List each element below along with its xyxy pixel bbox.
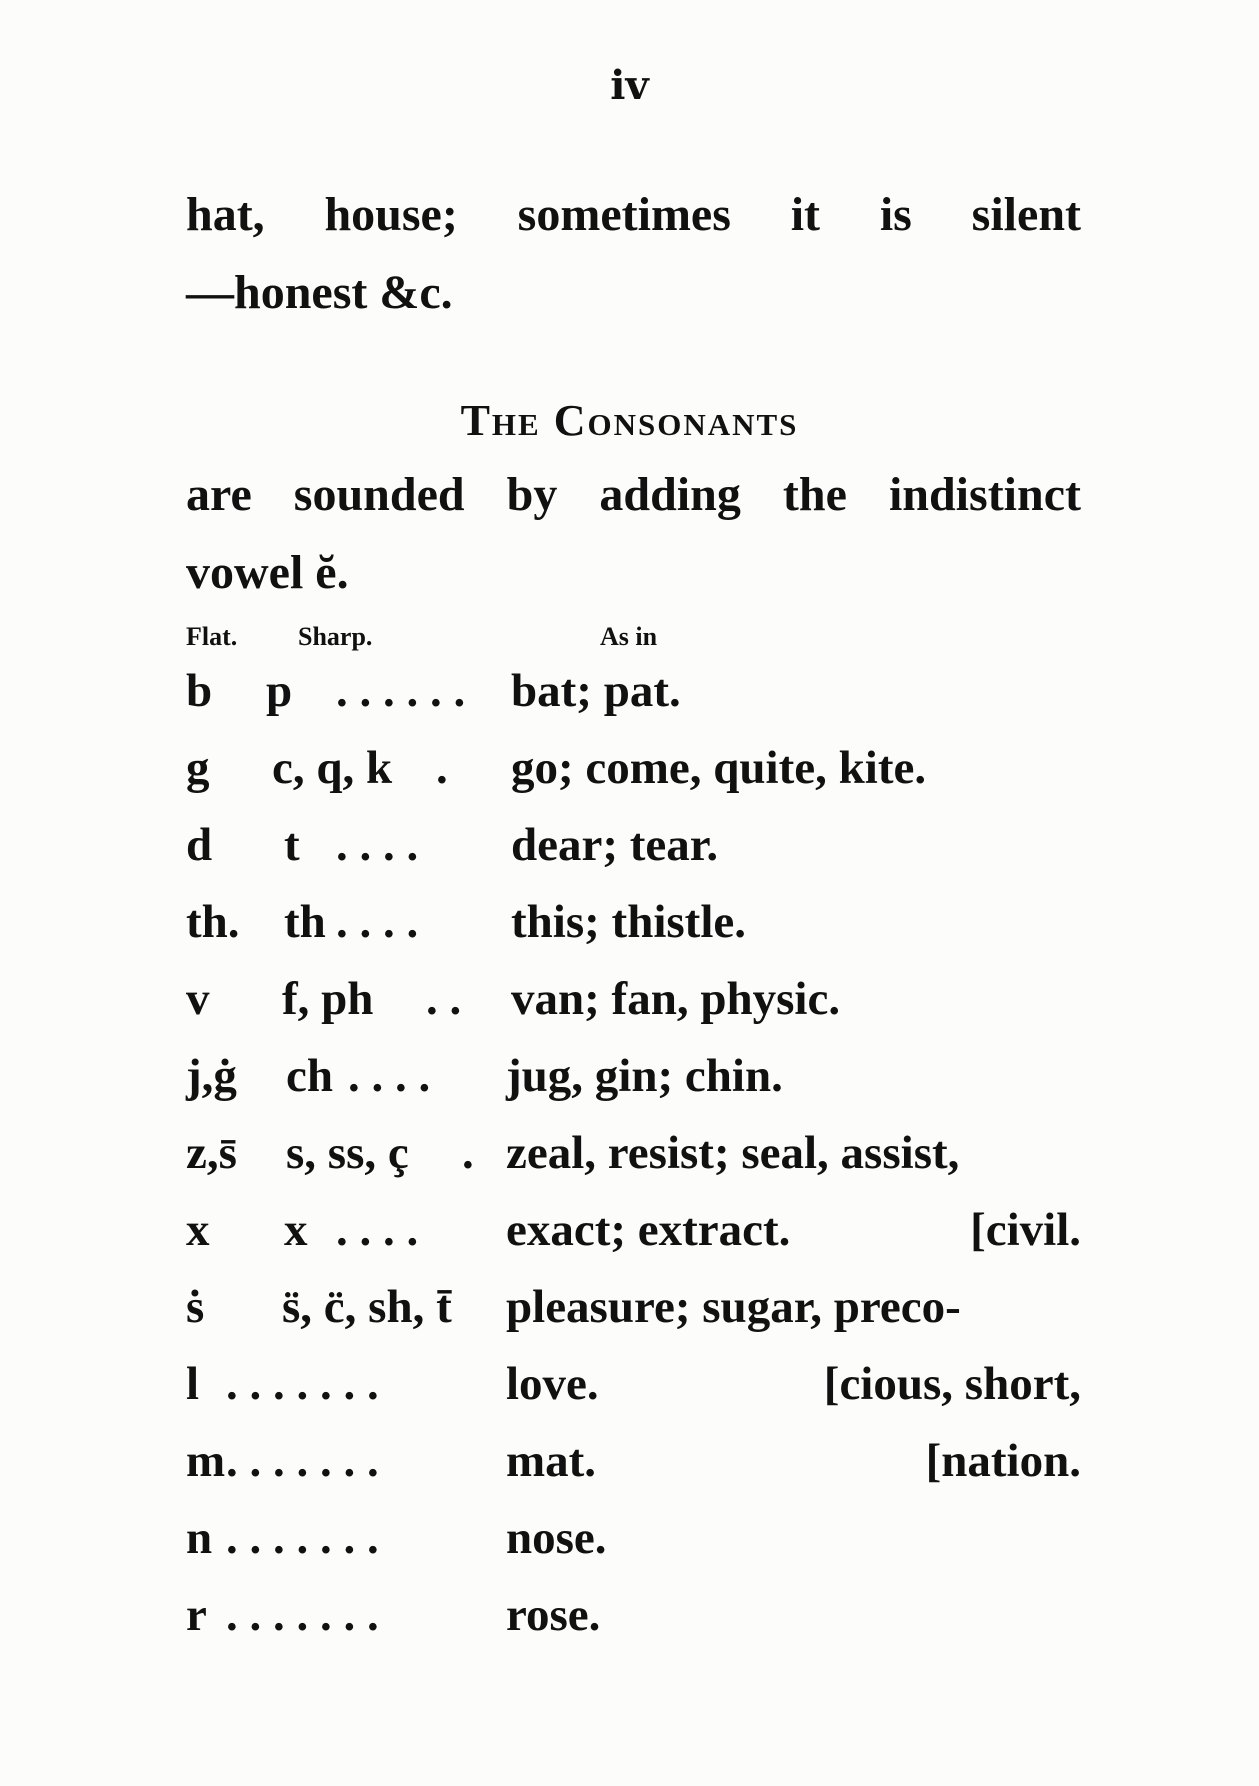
flat-cell: g — [186, 742, 210, 794]
table-row — [186, 891, 1081, 968]
intro-paragraph — [186, 176, 1081, 332]
sharp-cell: s, ss, ç — [286, 1127, 409, 1179]
table-row — [186, 1045, 1081, 1122]
page-number: iv — [610, 62, 649, 109]
example-cell: zeal, resist; seal, assist, — [506, 1127, 960, 1179]
table-row — [186, 1584, 1081, 1661]
leader-dots: . . . . — [336, 819, 419, 871]
intro-line: hat, house; sometimes it is silent — [186, 188, 1081, 241]
note-cell: [civil. — [970, 1204, 1081, 1256]
flat-cell: n — [186, 1512, 213, 1564]
leader-dots: . — [436, 742, 448, 794]
table-row — [186, 968, 1081, 1045]
example-cell: jug, gin; chin. — [506, 1050, 783, 1102]
flat-cell: ṡ — [186, 1281, 205, 1333]
leader-dots: . . . . . . . — [226, 1589, 379, 1641]
leader-dots: . . . . . . . — [226, 1512, 379, 1564]
table-row — [186, 1507, 1081, 1584]
example-cell: exact; extract. — [506, 1204, 791, 1256]
table-row — [186, 660, 1081, 737]
flat-cell: z,s̄ — [186, 1127, 237, 1179]
sharp-cell: c, q, k — [272, 742, 393, 794]
flat-cell: x — [186, 1204, 210, 1256]
section-intro-line: vowel ĕ. — [186, 546, 349, 599]
flat-cell: r — [186, 1589, 207, 1641]
note-cell: [nation. — [925, 1435, 1081, 1487]
section-intro-line: are sounded by adding the indistinct — [186, 468, 1081, 521]
flat-cell: m — [186, 1435, 226, 1487]
leader-dots: . . . . . . . — [226, 1435, 379, 1487]
example-cell: van; fan, physic. — [511, 973, 841, 1025]
example-cell: dear; tear. — [511, 819, 719, 871]
example-cell: nose. — [506, 1512, 607, 1564]
table-row — [186, 1122, 1081, 1199]
leader-dots: . . . . — [336, 1204, 419, 1256]
example-cell: pleasure; sugar, preco- — [506, 1281, 961, 1333]
flat-cell: b — [186, 665, 213, 717]
sharp-cell: ch — [286, 1050, 333, 1102]
example-cell: rose. — [506, 1589, 601, 1641]
sharp-cell: t — [284, 819, 300, 871]
example-cell: go; come, quite, kite. — [511, 742, 927, 794]
sharp-cell: s̈, c̈, sh, t̄ — [282, 1281, 452, 1333]
flat-cell: l — [186, 1358, 200, 1410]
table-row — [186, 737, 1081, 814]
leader-dots: . . — [426, 973, 462, 1025]
sharp-cell: p — [266, 665, 293, 717]
table-row — [186, 1199, 1081, 1276]
intro-line: —honest &c. — [186, 266, 453, 319]
header-flat: Flat. — [186, 622, 238, 651]
section-title: The Consonants — [460, 396, 799, 445]
consonant-table — [186, 660, 1081, 1661]
sharp-cell: x — [284, 1204, 308, 1256]
note-cell: [cious, short, — [823, 1358, 1081, 1410]
table-row — [186, 814, 1081, 891]
example-cell: love. — [506, 1358, 599, 1410]
table-row — [186, 1353, 1081, 1430]
example-cell: bat; pat. — [511, 665, 681, 717]
leader-dots: . . . . — [336, 896, 419, 948]
sharp-cell: th — [284, 896, 326, 948]
example-cell: mat. — [506, 1435, 597, 1487]
flat-cell: v — [186, 973, 210, 1025]
leader-dots: . . . . . . — [336, 665, 466, 717]
leader-dots: . . . . . . . — [226, 1358, 379, 1410]
leader-dots: . . . . — [348, 1050, 431, 1102]
flat-cell: j,ġ — [186, 1050, 237, 1102]
flat-cell: th. — [186, 896, 240, 948]
table-row — [186, 1276, 1081, 1353]
header-sharp: Sharp. — [298, 622, 373, 651]
leader-dots: . — [462, 1127, 474, 1179]
section-intro — [186, 456, 1081, 612]
example-cell: this; thistle. — [511, 896, 746, 948]
column-headers — [186, 622, 1081, 662]
flat-cell: d — [186, 819, 213, 871]
sharp-cell: f, ph — [282, 973, 374, 1025]
table-row — [186, 1430, 1081, 1507]
header-as-in: As in — [600, 622, 658, 651]
